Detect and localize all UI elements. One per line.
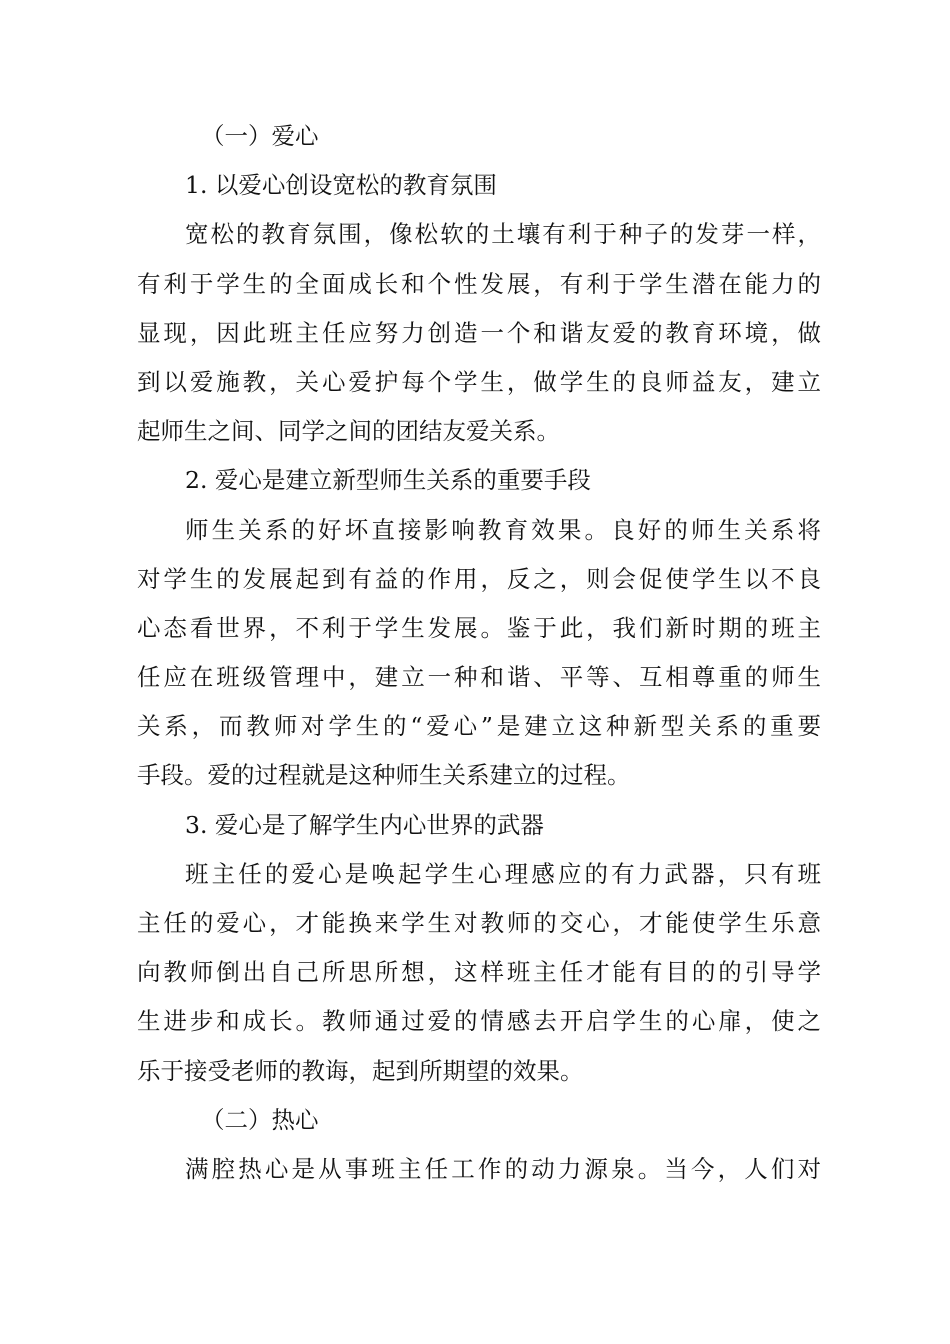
- item-heading-1: 1. 以爱心创设宽松的教育氛围: [185, 171, 497, 200]
- paragraph-line: 心态看世界，不利于学生发展。鉴于此，我们新时期的班主: [137, 613, 821, 642]
- paragraph-line: 主任的爱心，才能换来学生对教师的交心，才能使学生乐意: [137, 909, 821, 937]
- section-heading-enthusiasm: （二）热心: [201, 1105, 319, 1134]
- paragraph-line: 满腔热心是从事班主任工作的动力源泉。当今，人们对: [185, 1154, 821, 1183]
- paragraph-line: 师生关系的好坏直接影响教育效果。良好的师生关系将: [185, 515, 821, 544]
- document-body: [137, 112, 821, 1194]
- item-heading-2: 2. 爱心是建立新型师生关系的重要手段: [185, 466, 591, 495]
- section-heading-love: （一）爱心: [201, 122, 319, 150]
- item-heading-3: 3. 爱心是了解学生内心世界的武器: [185, 810, 544, 839]
- paragraph-line: 到以爱施教，关心爱护每个学生，做学生的良师益友，建立: [137, 367, 821, 396]
- paragraph-line: 任应在班级管理中，建立一种和谐、平等、互相尊重的师生: [137, 663, 821, 692]
- paragraph-line: 宽松的教育氛围，像松软的土壤有利于种子的发芽一样，: [185, 220, 821, 249]
- paragraph-line: 显现，因此班主任应努力创造一个和谐友爱的教育环境，做: [137, 318, 821, 347]
- paragraph-line: 生进步和成长。教师通过爱的情感去开启学生的心扉，使之: [137, 1007, 821, 1036]
- paragraph-line: 向教师倒出自己所思所想，这样班主任才能有目的的引导学: [137, 958, 821, 987]
- paragraph-line: 关系，而教师对学生的“爱心”是建立这种新型关系的重要: [137, 712, 821, 741]
- paragraph-line: 乐于接受老师的教诲，起到所期望的效果。: [137, 1056, 584, 1085]
- paragraph-line: 起师生之间、同学之间的团结友爱关系。: [137, 417, 560, 446]
- paragraph-line: 手段。爱的过程就是这种师生关系建立的过程。: [137, 761, 631, 790]
- paragraph-line: 有利于学生的全面成长和个性发展，有利于学生潜在能力的: [137, 269, 821, 298]
- paragraph-line: 班主任的爱心是唤起学生心理感应的有力武器，只有班: [185, 859, 821, 888]
- paragraph-line: 对学生的发展起到有益的作用，反之，则会促使学生以不良: [137, 564, 821, 593]
